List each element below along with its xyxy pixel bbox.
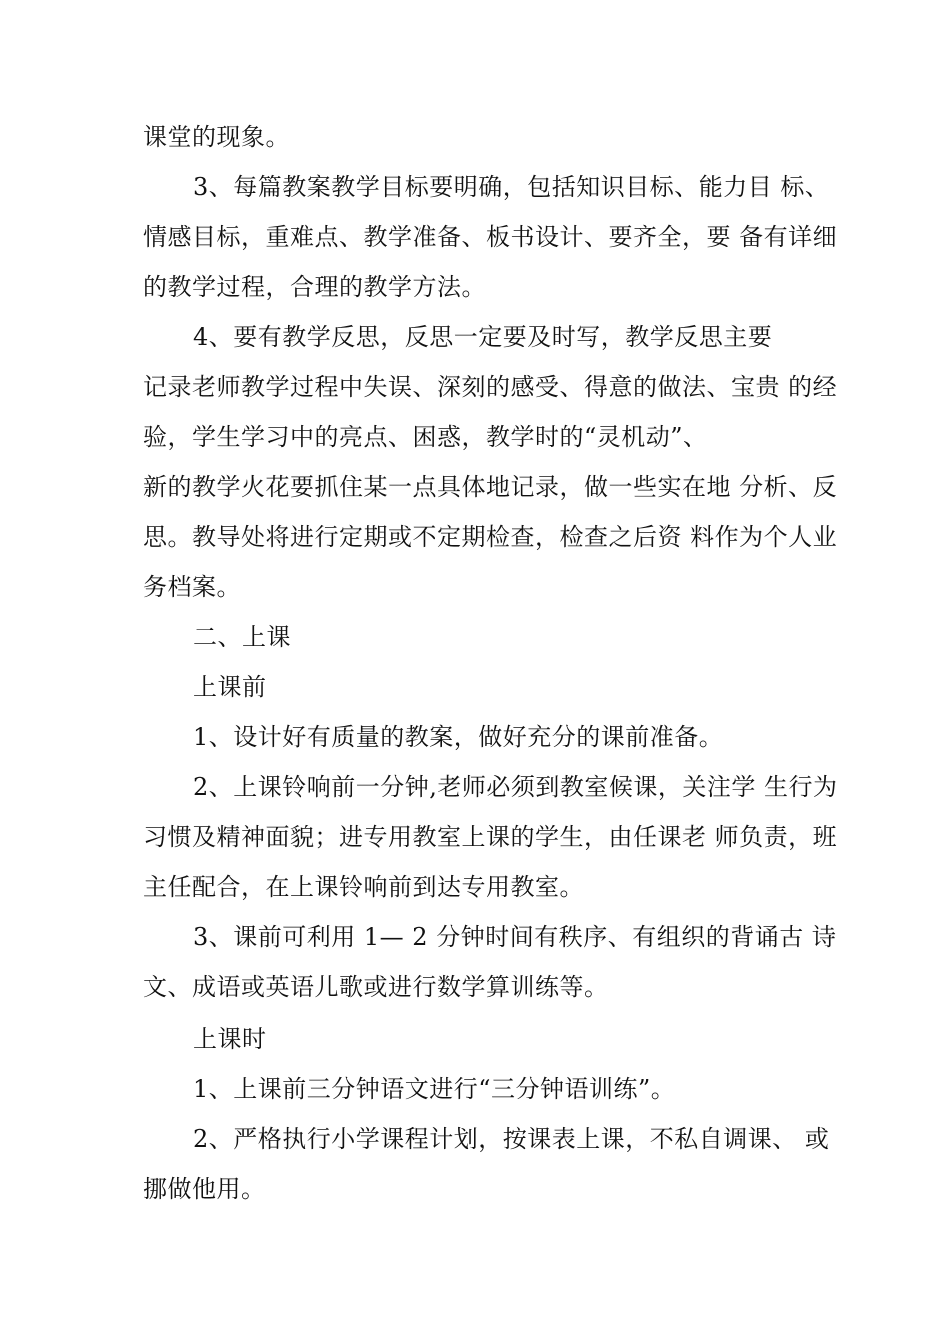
text-line: 4、要有教学反思，反思一定要及时写，教学反思主要 — [193, 323, 773, 351]
text-line: 课堂的现象。 — [143, 123, 290, 151]
section-heading: 二、上课 — [193, 623, 291, 651]
text-line: 思。教导处将进行定期或不定期检查，检查之后资 料作为个人业 — [143, 523, 838, 551]
text-line: 2、严格执行小学课程计划，按课表上课，不私自调课、 或 — [193, 1125, 830, 1153]
text-line: 1、上课前三分钟语文进行“三分钟语训练”。 — [193, 1075, 676, 1103]
text-line: 的教学过程，合理的教学方法。 — [143, 273, 486, 301]
subsection-heading: 上课时 — [193, 1025, 267, 1053]
text-line: 情感目标，重难点、教学准备、板书设计、要齐全，要 备有详细 — [143, 223, 838, 251]
text-line: 3、每篇教案教学目标要明确，包括知识目标、能力目 标、 — [193, 173, 830, 201]
text-line: 主任配合，在上课铃响前到达专用教室。 — [143, 873, 584, 901]
text-line: 记录老师教学过程中失误、深刻的感受、得意的做法、宝贵 的经 — [143, 373, 838, 401]
text-line: 2、上课铃响前一分钟,老师必须到教室候课，关注学 生行为 — [193, 773, 838, 801]
text-line: 挪做他用。 — [143, 1175, 266, 1203]
subsection-heading: 上课前 — [193, 673, 267, 701]
text-line: 1、设计好有质量的教案，做好充分的课前准备。 — [193, 723, 724, 751]
text-line: 文、成语或英语儿歌或进行数学算训练等。 — [143, 973, 609, 1001]
text-line: 务档案。 — [143, 573, 241, 601]
text-line: 新的教学火花要抓住某一点具体地记录，做一些实在地 分析、反 — [143, 473, 838, 501]
text-line: 验，学生学习中的亮点、困惑，教学时的“灵机动”、 — [143, 423, 708, 451]
text-line: 习惯及精神面貌；进专用教室上课的学生，由任课老 师负责，班 — [143, 823, 838, 851]
text-line: 3、课前可利用 1— 2 分钟时间有秩序、有组织的背诵古 诗 — [193, 923, 837, 951]
